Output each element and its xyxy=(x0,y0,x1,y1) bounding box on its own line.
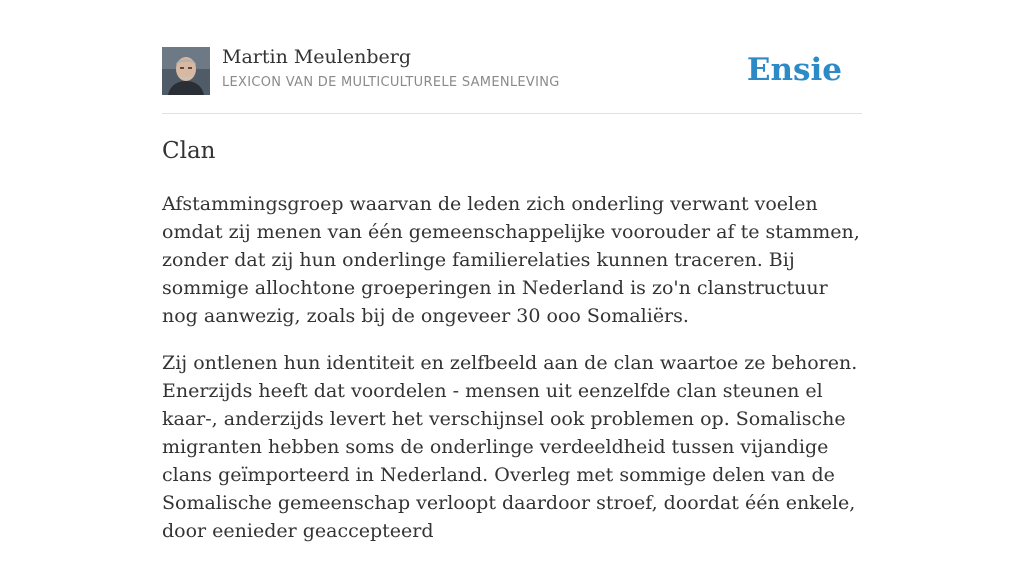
avatar-photo xyxy=(162,47,210,95)
lexicon-name[interactable]: LEXICON VAN DE MULTICULTURELE SAMENLEVING xyxy=(222,75,560,90)
brand-logo[interactable]: Ensie xyxy=(746,52,842,88)
header-divider xyxy=(162,113,862,114)
author-name[interactable]: Martin Meulenberg xyxy=(222,46,411,68)
paragraph: Zij ontlenen hun identiteit en zelfbeeld aan de clan waartoe ze behoren. Enerzijds heeft dat voordelen - mensen uit eenzelfde clan steunen el kaar-, anderzijds levert het verschijnsel ook problemen op. Somalische migranten hebben soms de onderlinge verdeeldheid tussen vijandige clans geïmporteerd in Nederland. Overleg met sommige delen van de Somalische gemeenschap verloopt daardoor stroef, doordat één enkele, door eenieder geaccepteerd xyxy=(162,352,858,542)
paragraph: Afstammingsgroep waarvan de leden zich onderling verwant voelen omdat zij menen van één gemeenschappelijke voorouder af te stammen, zonder dat zij hun onderlinge familierelaties kunnen traceren. Bij sommige allochtone groeperingen in Nederland is zo'n clanstructuur nog aanwezig, zoals bij de ongeveer 30 ooo Somaliërs. xyxy=(162,193,860,327)
header xyxy=(162,46,862,96)
article-body xyxy=(162,190,865,564)
term-title: Clan xyxy=(162,138,216,164)
avatar[interactable] xyxy=(162,47,210,95)
